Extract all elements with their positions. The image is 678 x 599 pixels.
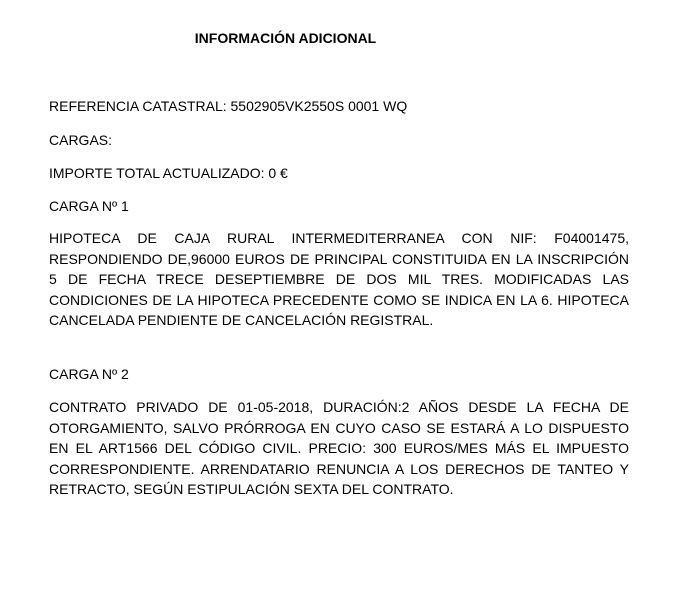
carga-2-text: CONTRATO PRIVADO DE 01-05-2018, DURACIÓN:2 AÑOS DESDE LA FECHA DE OTORGAMIENTO, SALVO PRÓRROGA EN CUYO CASO SE ESTARÁ A LO DISPUESTO EN EL ART1566 DEL CÓDIGO CIVIL. PRECIO: 300 EUROS/MES MÁS EL IMPUESTO CORRESPONDIENTE. ARRENDATARIO RENUNCIA A LOS DERECHOS DE TANTEO Y RETRACTO, SEGÚN ESTIPULACIÓN SEXTA DEL CONTRATO. xyxy=(49,399,629,498)
carga-1-heading: CARGA Nº 1 xyxy=(49,198,129,214)
importe-total: IMPORTE TOTAL ACTUALIZADO: 0 € xyxy=(49,165,288,181)
carga-1-text: HIPOTECA DE CAJA RURAL INTERMEDITERRANEA CON NIF: F04001475, RESPONDIENDO DE,96000 EUROS DE PRINCIPAL CONSTITUIDA EN LA INSCRIPCIÓN 5 DE FECHA TRECE DESEPTIEMBRE DE DOS MIL TRES. MODIFICADAS LAS CONDICIONES DE LA HIPOTECA PRECEDENTE COMO SE INDICA EN LA 6. HIPOTECA CANCELADA PENDIENTE DE CANCELACIÓN REGISTRAL. xyxy=(49,230,629,329)
title-text: INFORMACIÓN ADICIONAL xyxy=(194,30,377,46)
referencia-catastral: REFERENCIA CATASTRAL: 5502905VK2550S 0001 WQ xyxy=(49,98,408,114)
cargas-label: CARGAS: xyxy=(49,132,113,148)
carga-2-heading: CARGA Nº 2 xyxy=(49,366,129,382)
document-title xyxy=(0,30,678,46)
